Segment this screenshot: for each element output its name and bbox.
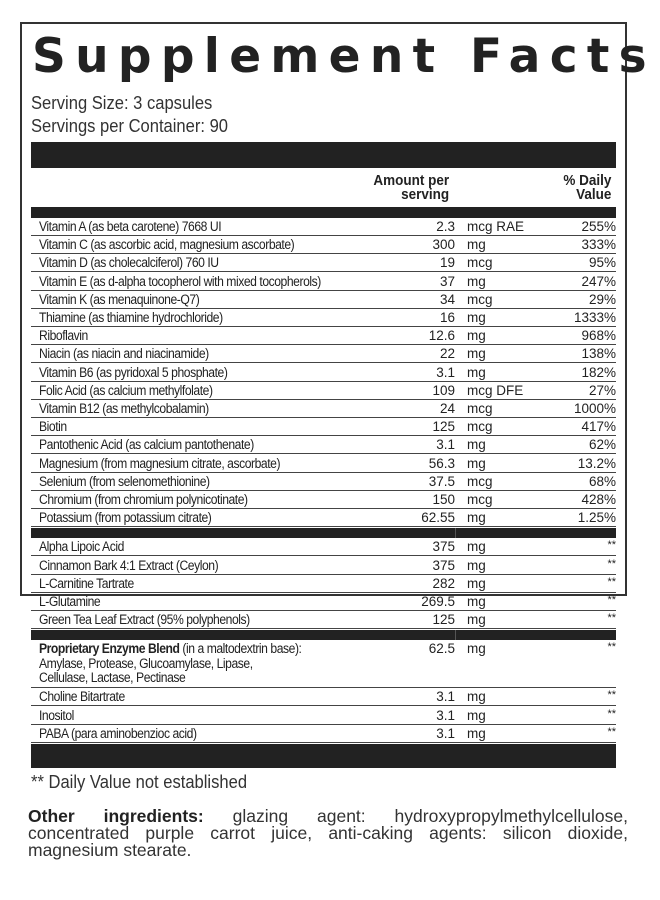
ingredient-daily-value: 1000%: [573, 401, 616, 416]
ingredient-name: Magnesium (from magnesium citrate, ascorbate): [39, 455, 281, 471]
column-header-dv-line1: % Daily: [562, 172, 611, 189]
column-divider-tick: [455, 630, 456, 640]
footnote: ** Daily Value not established: [31, 772, 248, 792]
enzyme-blend-name: [39, 642, 301, 686]
ingredient-row: [31, 455, 616, 473]
other-ingredients: [28, 808, 628, 859]
ingredient-daily-value: **: [607, 612, 616, 625]
ingredient-unit: mg: [467, 557, 486, 573]
ingredient-row: [31, 254, 616, 272]
ingredient-unit: mcg: [467, 401, 493, 416]
ingredient-name: Vitamin A (as beta carotene) 7668 UI: [39, 219, 222, 234]
ingredient-unit: mg: [467, 346, 486, 362]
ingredient-name: Biotin: [39, 419, 67, 435]
ingredient-daily-value: 417%: [581, 419, 616, 435]
ingredient-daily-value: **: [607, 725, 616, 738]
enzyme-blend-amount: 62.5: [428, 641, 455, 657]
ingredient-amount: 34: [439, 291, 455, 307]
ingredient-name: L-Glutamine: [39, 594, 101, 609]
ingredient-name: L-Carnitine Tartrate: [39, 575, 134, 591]
enzyme-blend-row: [31, 640, 616, 688]
ingredient-amount: 16: [439, 310, 455, 325]
column-header-amount-line2: serving: [400, 186, 449, 203]
ingredient-row: [31, 218, 616, 236]
ingredient-row: [31, 707, 616, 725]
thick-divider-header: [31, 207, 616, 218]
ingredient-daily-value: 255%: [581, 219, 616, 234]
ingredient-daily-value: **: [607, 575, 616, 588]
enzyme-blend-line3: Cellulase, Lactase, Pectinase: [39, 670, 186, 686]
ingredient-row: [31, 491, 616, 509]
panel-title: Supplement Facts: [32, 29, 656, 84]
ingredient-name: Choline Bitartrate: [39, 689, 125, 705]
column-header-amount: [373, 174, 449, 202]
ingredient-daily-value: 13.2%: [577, 455, 616, 471]
group-divider: [31, 528, 616, 538]
ingredient-amount: 150: [432, 492, 455, 507]
serving-size: Serving Size: 3 capsules: [31, 93, 213, 113]
column-header-amount-line1: Amount per: [373, 172, 449, 189]
ingredient-unit: mg: [467, 364, 486, 380]
ingredient-unit: mcg: [467, 419, 493, 435]
ingredient-amount: 125: [432, 419, 455, 435]
ingredient-unit: mg: [467, 725, 486, 741]
ingredient-name: Alpha Lipoic Acid: [39, 539, 124, 555]
ingredient-amount: 269.5: [421, 594, 455, 609]
other-ingredients-text: glazing agent: hydroxypropylmethylcellulose, concentrated purple carrot juice, anti-caking agents: silicon dioxide, magnesium stearate.: [28, 806, 628, 860]
ingredient-row: [31, 611, 616, 629]
ingredient-row: [31, 236, 616, 254]
ingredient-unit: mg: [467, 237, 486, 253]
ingredient-unit: mcg: [467, 291, 493, 307]
ingredient-row: [31, 509, 616, 527]
ingredient-daily-value: 333%: [581, 237, 616, 253]
ingredient-daily-value: 27%: [588, 382, 616, 398]
ingredient-daily-value: 95%: [588, 255, 616, 271]
ingredient-name: Chromium (from chromium polynicotinate): [39, 492, 248, 507]
ingredient-name: Vitamin C (as ascorbic acid, magnesium ascorbate): [39, 237, 295, 253]
ingredient-row: [31, 473, 616, 491]
ingredient-row: [31, 725, 616, 743]
ingredient-daily-value: 68%: [588, 473, 616, 489]
ingredient-unit: mcg RAE: [467, 219, 525, 234]
ingredient-amount: 109: [432, 382, 455, 398]
ingredient-row: [31, 688, 616, 706]
column-divider-tick: [455, 528, 456, 538]
ingredient-unit: mg: [467, 328, 486, 344]
ingredient-name: Folic Acid (as calcium methylfolate): [39, 382, 213, 398]
ingredient-unit: mg: [467, 689, 486, 705]
ingredient-unit: mcg DFE: [467, 382, 524, 398]
ingredient-daily-value: 1.25%: [577, 510, 616, 526]
ingredient-name: Niacin (as niacin and niacinamide): [39, 346, 209, 362]
ingredient-amount: 3.1: [436, 689, 455, 705]
servings-per-container: Servings per Container: 90: [31, 116, 228, 136]
ingredient-daily-value: 968%: [581, 328, 616, 344]
ingredient-unit: mg: [467, 310, 486, 325]
enzyme-blend-line2: Amylase, Protease, Glucoamylase, Lipase,: [39, 655, 253, 671]
enzyme-blend-line1: [39, 642, 301, 657]
ingredient-row: [31, 382, 616, 400]
ingredient-unit: mg: [467, 455, 486, 471]
ingredient-amount: 62.55: [421, 510, 455, 526]
ingredient-amount: 3.1: [436, 707, 455, 723]
ingredient-amount: 22: [439, 346, 455, 362]
ingredient-name: Green Tea Leaf Extract (95% polyphenols): [39, 612, 250, 628]
ingredient-daily-value: **: [607, 539, 616, 552]
ingredient-name: Inositol: [39, 707, 74, 723]
ingredient-unit: mg: [467, 612, 486, 628]
ingredient-row: [31, 400, 616, 418]
ingredient-amount: 24: [439, 401, 455, 416]
ingredient-row: [31, 418, 616, 436]
ingredient-daily-value: 1333%: [573, 310, 616, 325]
ingredient-unit: mg: [467, 707, 486, 723]
ingredient-amount: 375: [432, 557, 455, 573]
thick-divider-top: [31, 142, 616, 168]
ingredient-amount: 3.1: [436, 437, 455, 453]
ingredient-row: [31, 291, 616, 309]
ingredient-row: [31, 557, 616, 575]
enzyme-blend-unit: mg: [467, 641, 486, 657]
ingredient-amount: 375: [432, 539, 455, 555]
column-header-daily-value: [563, 174, 611, 202]
ingredient-amount: 2.3: [436, 219, 455, 234]
ingredient-unit: mg: [467, 437, 486, 453]
ingredient-unit: mcg: [467, 255, 493, 271]
ingredient-amount: 37: [439, 273, 455, 289]
ingredient-name: Vitamin E (as d-alpha tocopherol with mixed tocopherols): [39, 273, 321, 289]
ingredient-daily-value: 182%: [581, 364, 616, 380]
ingredient-unit: mcg: [467, 473, 493, 489]
ingredient-row: [31, 593, 616, 611]
ingredient-daily-value: 247%: [581, 273, 616, 289]
ingredient-unit: mg: [467, 539, 486, 555]
ingredient-amount: 56.3: [428, 455, 455, 471]
ingredient-name: Thiamine (as thiamine hydrochloride): [39, 310, 223, 325]
ingredient-row: [31, 327, 616, 345]
ingredient-daily-value: **: [607, 557, 616, 570]
ingredient-row: [31, 309, 616, 327]
ingredient-name: Vitamin D (as cholecalciferol) 760 IU: [39, 255, 219, 271]
ingredient-row: [31, 345, 616, 363]
ingredient-amount: 37.5: [428, 473, 455, 489]
ingredient-amount: 12.6: [428, 328, 455, 344]
ingredient-amount: 300: [432, 237, 455, 253]
supplement-facts-panel: [20, 22, 656, 792]
ingredient-daily-value: 428%: [581, 492, 616, 507]
ingredient-name: Vitamin B6 (as pyridoxal 5 phosphate): [39, 364, 228, 380]
group-divider: [31, 630, 616, 640]
ingredient-daily-value: 62%: [588, 437, 616, 453]
ingredient-daily-value: **: [607, 594, 616, 606]
enzyme-blend-title: Proprietary Enzyme Blend: [39, 641, 180, 657]
ingredient-daily-value: **: [607, 689, 616, 702]
ingredient-name: Cinnamon Bark 4:1 Extract (Ceylon): [39, 557, 219, 573]
enzyme-blend-daily-value: **: [607, 641, 616, 654]
ingredient-daily-value: **: [607, 707, 616, 720]
ingredient-unit: mg: [467, 594, 486, 609]
ingredient-name: Potassium (from potassium citrate): [39, 510, 212, 526]
ingredient-unit: mg: [467, 273, 486, 289]
ingredient-amount: 282: [432, 575, 455, 591]
ingredient-row: [31, 538, 616, 556]
ingredient-unit: mg: [467, 575, 486, 591]
ingredient-name: Riboflavin: [39, 328, 88, 344]
ingredient-amount: 3.1: [436, 725, 455, 741]
ingredient-daily-value: 29%: [588, 291, 616, 307]
column-header-dv-line2: Value: [575, 186, 611, 203]
ingredient-amount: 3.1: [436, 364, 455, 380]
enzyme-blend-base: (in a maltodextrin base):: [179, 641, 302, 657]
other-ingredients-label: Other ingredients:: [28, 806, 204, 826]
ingredient-unit: mcg: [467, 492, 493, 507]
ingredient-row: [31, 273, 616, 291]
ingredient-name: PABA (para aminobenzioc acid): [39, 725, 197, 741]
ingredient-name: Selenium (from selenomethionine): [39, 473, 210, 489]
ingredient-amount: 125: [432, 612, 455, 628]
ingredient-name: Pantothenic Acid (as calcium pantothenate): [39, 437, 254, 453]
thick-divider-bottom: [31, 744, 616, 768]
ingredient-row: [31, 364, 616, 382]
ingredient-daily-value: 138%: [581, 346, 616, 362]
ingredient-row: [31, 436, 616, 454]
ingredient-name: Vitamin B12 (as methylcobalamin): [39, 401, 209, 416]
ingredient-name: Vitamin K (as menaquinone-Q7): [39, 291, 200, 307]
ingredient-unit: mg: [467, 510, 486, 526]
ingredient-row: [31, 575, 616, 593]
ingredient-amount: 19: [439, 255, 455, 271]
